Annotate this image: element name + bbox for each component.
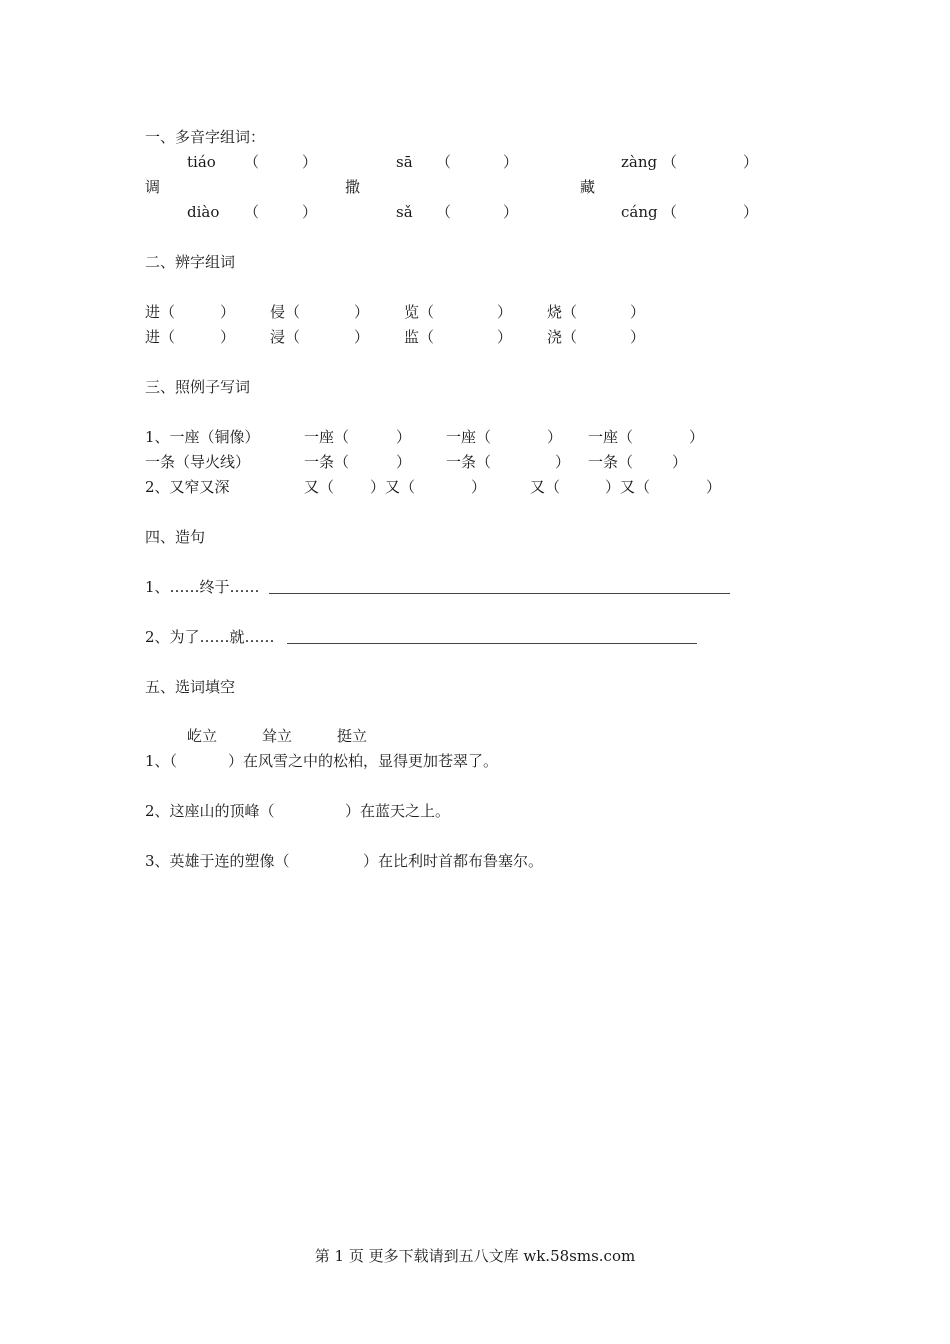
- pinyin-diao: diào: [187, 203, 220, 221]
- word-item: 烧（: [547, 303, 578, 321]
- blank-close: ）: [503, 153, 519, 171]
- blank-close: ）: [743, 203, 759, 221]
- fill-sentence-3-start: 3、英雄于连的塑像（: [145, 852, 290, 870]
- blank-close: ）: [503, 203, 519, 221]
- word-choice: 耸立: [262, 727, 293, 745]
- blank-close: ）: [497, 303, 513, 321]
- blank-close: ）: [497, 328, 513, 346]
- sentence-prompt-1: 1、……终于……: [145, 578, 260, 596]
- fill-sentence-3-end: ）在比利时首都布鲁塞尔。: [363, 852, 544, 870]
- word-item: 浇（: [547, 328, 578, 346]
- fill-item: 一座（: [446, 428, 492, 446]
- blank-open: （: [244, 203, 260, 221]
- section3-heading: 三、照例子写词: [145, 378, 251, 396]
- fill-sentence-1-start: 1、（: [145, 752, 178, 770]
- char-cang: 藏: [580, 178, 596, 196]
- fill-sentence-2-end: ）在蓝天之上。: [345, 802, 451, 820]
- blank-close: ）: [689, 428, 705, 446]
- char-sa: 撒: [345, 178, 361, 196]
- blank-close: ）: [396, 453, 412, 471]
- blank-open: （: [436, 153, 452, 171]
- pinyin-zang: zàng: [621, 153, 658, 171]
- blank-close: ）: [471, 478, 487, 496]
- fill-item: ）又（: [370, 478, 416, 496]
- section1-heading: 一、多音字组词：: [145, 128, 266, 146]
- fill-item: 一条（: [588, 453, 634, 471]
- blank-close: ）: [547, 428, 563, 446]
- word-item: 浸（: [270, 328, 301, 346]
- fill-item: 又（: [530, 478, 561, 496]
- blank-close: ）: [555, 453, 571, 471]
- pinyin-tiao: tiáo: [187, 153, 216, 171]
- blank-close: ）: [220, 328, 236, 346]
- word-item: 监（: [404, 328, 435, 346]
- blank-close: ）: [630, 328, 646, 346]
- fill-item: 又（: [304, 478, 335, 496]
- pinyin-cang: cáng: [621, 203, 658, 221]
- example-item: 一条（导火线）: [145, 453, 251, 471]
- example-item: 2、又窄又深: [145, 478, 230, 496]
- blank-close: ）: [706, 478, 722, 496]
- page-footer: 第 1 页 更多下载请到五八文库 wk.58sms.com: [314, 1247, 636, 1265]
- blank-close: ）: [220, 303, 236, 321]
- fill-sentence-2-start: 2、这座山的顶峰（: [145, 802, 275, 820]
- blank-close: ）: [354, 303, 370, 321]
- blank-close: ）: [302, 203, 318, 221]
- section5-heading: 五、选词填空: [145, 678, 236, 696]
- sentence-prompt-2: 2、为了……就……: [145, 628, 275, 646]
- blank-close: ）: [672, 453, 688, 471]
- blank-open: （: [244, 153, 260, 171]
- fill-item: 一座（: [304, 428, 350, 446]
- blank-close: ）: [354, 328, 370, 346]
- pinyin-sa1: sā: [396, 153, 413, 171]
- fill-item: 一座（: [588, 428, 634, 446]
- answer-line-2[interactable]: [287, 643, 697, 644]
- word-item: 览（: [404, 303, 435, 321]
- fill-item: 一条（: [446, 453, 492, 471]
- word-choice: 屹立: [187, 727, 218, 745]
- blank-close: ）: [630, 303, 646, 321]
- blank-open: （: [662, 153, 678, 171]
- word-item: 侵（: [270, 303, 301, 321]
- blank-open: （: [436, 203, 452, 221]
- blank-open: （: [662, 203, 678, 221]
- blank-close: ）: [302, 153, 318, 171]
- word-choice: 挺立: [337, 727, 368, 745]
- fill-item: ）又（: [605, 478, 651, 496]
- fill-item: 一条（: [304, 453, 350, 471]
- pinyin-sa3: sǎ: [396, 203, 413, 221]
- answer-line-1[interactable]: [269, 593, 730, 594]
- fill-sentence-1-end: ）在风雪之中的松柏，显得更加苍翠了。: [228, 752, 499, 770]
- word-item: 进（: [145, 303, 176, 321]
- example-item: 1、一座（铜像）: [145, 428, 260, 446]
- blank-close: ）: [743, 153, 759, 171]
- section4-heading: 四、造句: [145, 528, 206, 546]
- word-item: 进（: [145, 328, 176, 346]
- section2-heading: 二、辨字组词: [145, 253, 236, 271]
- char-tiao: 调: [145, 178, 161, 196]
- blank-close: ）: [396, 428, 412, 446]
